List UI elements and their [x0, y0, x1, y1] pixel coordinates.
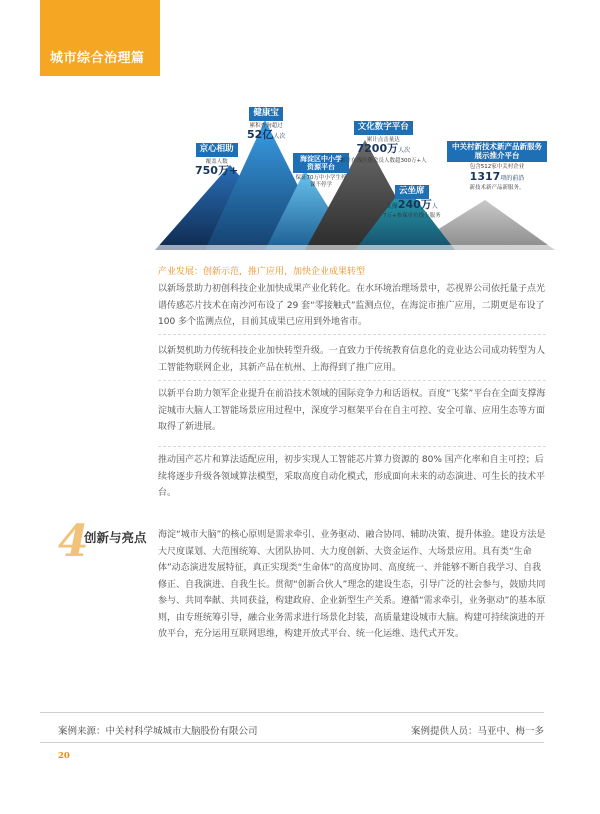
footer-bottom-rule	[40, 742, 544, 743]
peak-label-3: 海淀区中小学资源平台 保证70万中小学生停课不停学	[293, 153, 349, 188]
peak-label-4: 文化数字平台 累计点击量达 7200万人次 累计在线注册会员人数超300万+人	[340, 122, 427, 164]
divider	[158, 334, 546, 335]
paragraph-2: 以新契机助力传统科技企业加快转型升级。一直致力于传统教育信息化的竞业达公司成功转型为人工智能物联网企业，其新产品在杭州、上海得到了推广应用。	[158, 346, 546, 373]
paragraph-1: 以新场景助力初创科技企业加快成果产业化转化。在水环境治理场景中，芯视界公司依托量子点光谱传感芯片技术在南沙河布设了 29 套“零接触式”监测点位，在海淀市推广应用，二期更是布设了 100 多个监测点位，目前其成果已应用到外地省市。	[158, 284, 546, 327]
subheading: 产业发展：创新示范，推广应用，加快企业成果转型	[158, 267, 366, 277]
divider	[158, 380, 546, 381]
section-tab	[40, 0, 160, 76]
section-4-heading	[58, 516, 168, 567]
case-provider: 案例提供人员：马亚中、梅一多	[410, 726, 544, 737]
section-number: 4	[58, 516, 89, 567]
footer-top-rule	[40, 712, 544, 713]
paragraph-5: 海淀“城市大脑”的核心原则是需求牵引、业务驱动、融合协同、辅助决策、提升体验。建设方法是大尺度谋划、大范围统筹、大团队协同、大力度创新、大资金运作、大场景应用。具有类“生命体”动态演进发展特征，真正实现类“生命体”的高度协同、高度统一、并能够不断自我学习、自我修正、自我演进、自我生长。贯彻“创新合伙人”理念的建设生态，引导广泛的社会参与，鼓励共同参与、共同奉献、共同获益，构建政府、企业新型生产关系。遵循“需求牵引，业务驱动”的基本原则，由专班统筹引导，融合业务需求进行场景化封装，高质量建设城市大脑。构建可持续演进的开放平台，充分运用互联网思维，构建开放式平台、统一化运维、迭代式开发。	[158, 530, 546, 639]
peak-label-5: 云坐席 支撑240万人 7万+参保单位线上服务	[383, 186, 441, 220]
page-number: 20	[58, 751, 70, 761]
peak-label-1: 京心相助 覆盖人数 750万+	[195, 144, 239, 178]
section-tab-label: 城市综合治理篇	[50, 51, 145, 66]
peak-label-2: 健康宝 累积查询超过 52亿人次	[247, 108, 286, 142]
divider	[158, 446, 546, 447]
paragraph-4: 推动国产芯片和算法适配应用，初步实现人工智能芯片算力资源的 80% 国产化率和自主可控；后续将逐步升级各领域算法模型，采取高度自动化模式，形成面向未来的动态演进、可生长的技术平台。	[158, 455, 546, 498]
case-source: 案例来源：中关村科学城城市大脑股份有限公司	[58, 726, 258, 737]
peak-label-6: 中关村新技术新产品新服务展示推介平台 包含512家中关村企业 1317项的前沿 新技术新产品新服务。	[447, 141, 547, 192]
paragraph-3: 以新平台助力领军企业提升在前沿技术领域的国际竞争力和话语权。百度“飞桨”平台在全面支撑海淀城市大脑人工智能场景应用过程中，深度学习框架平台在自主可控、安全可靠、应用生态等方面取得了新进展。	[158, 389, 546, 432]
section-title: 创新与亮点	[84, 530, 147, 545]
mountain-infographic	[155, 95, 555, 255]
